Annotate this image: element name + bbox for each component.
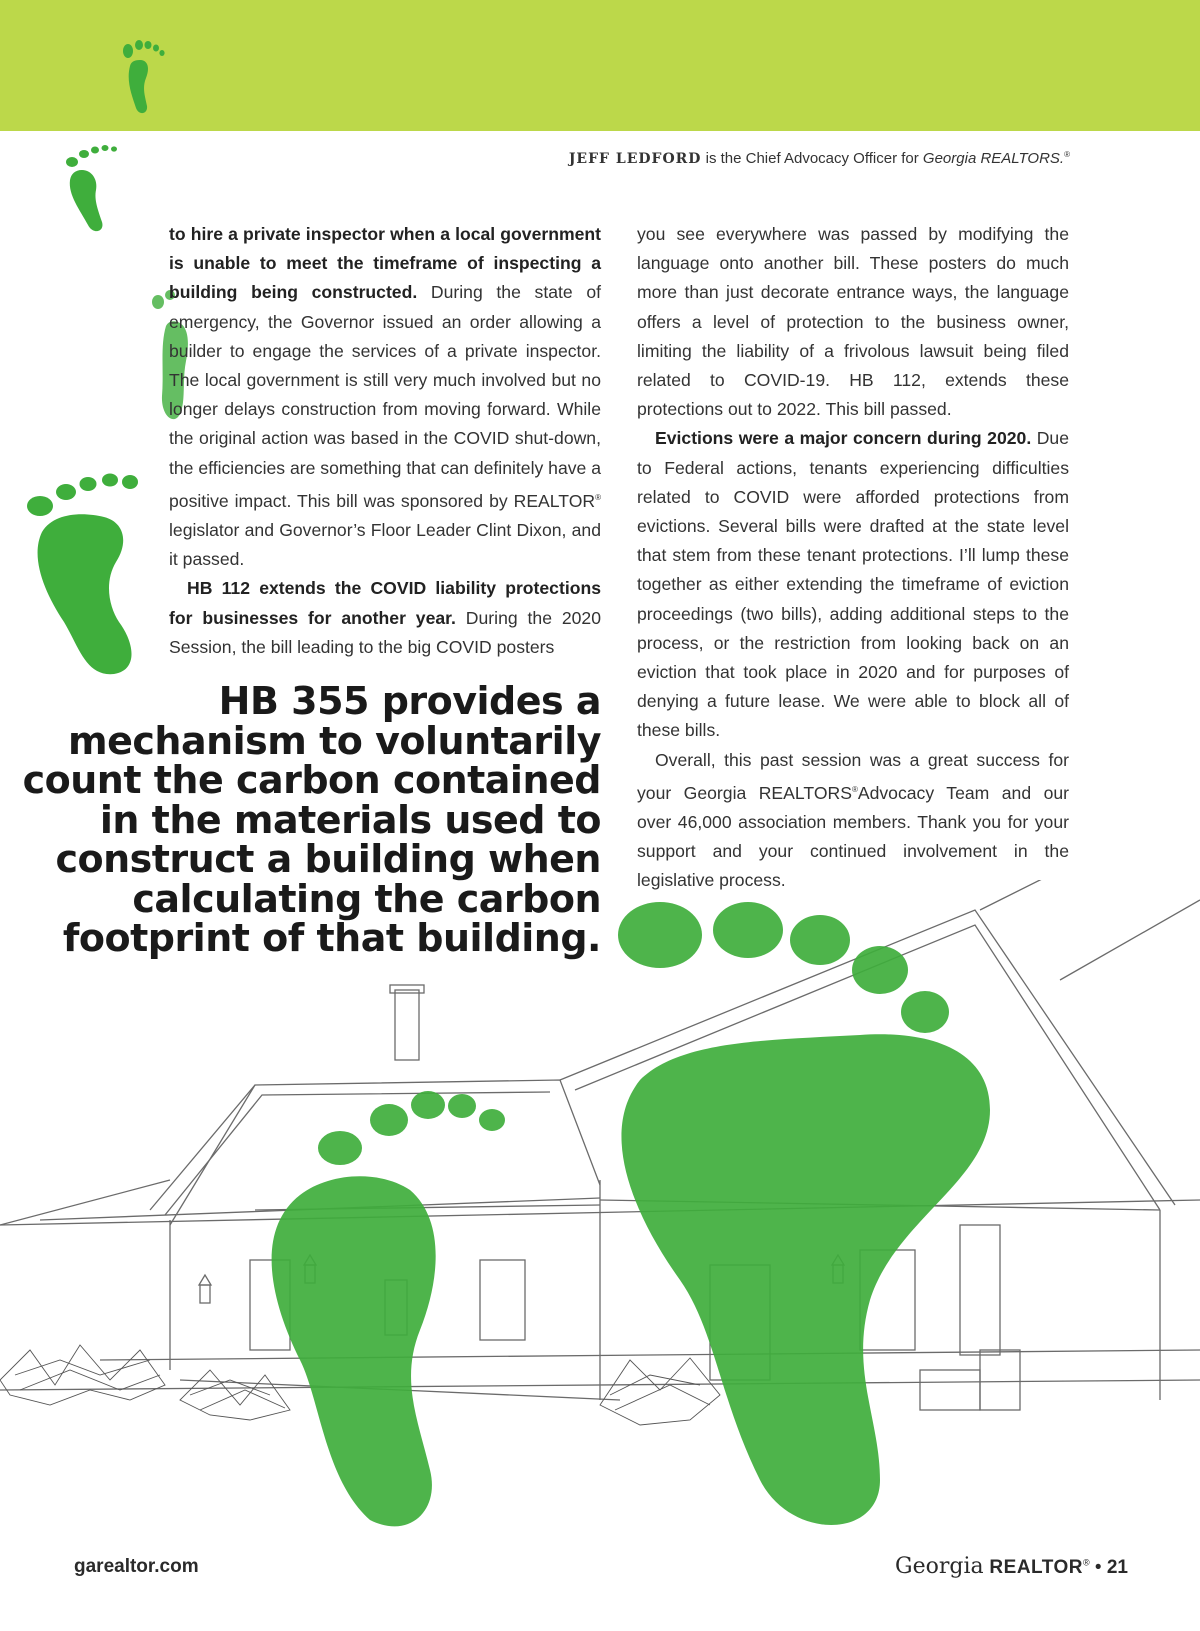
registered-mark: ® — [851, 784, 858, 794]
article-column-left — [169, 220, 601, 662]
paragraph — [637, 220, 1069, 424]
paragraph-text: Due to Federal actions, tenants experiencing difficulties related to COVID were afforded protections from evictions. Several bills were drafted at the state level that stem from these tenant protections. I’ll lump these together as either extending the timeframe of eviction proceedings (two bills), adding additional steps to the process, or the restriction from looking back on an eviction that took place in 2020 and for purposes of denying a future lease. We were able to block all of these bills. — [637, 428, 1069, 741]
author-name: JEFF LEDFORD — [568, 151, 702, 167]
paragraph — [169, 574, 601, 662]
paragraph — [169, 220, 601, 574]
paragraph-lead: Evictions were a major concern during 2020. — [655, 428, 1032, 449]
footprint-icon — [118, 36, 178, 116]
byline-text: is the Chief Advocacy Officer for — [701, 150, 923, 167]
footer-website: garealtor.com — [74, 1556, 199, 1577]
footprint-icon — [24, 462, 144, 682]
page-number: 21 — [1106, 1557, 1128, 1578]
registered-mark: ® — [1083, 1557, 1090, 1568]
top-color-band — [0, 0, 1200, 131]
pull-quote: HB 355 provides a mechanism to voluntarily count the carbon contained in the materials used to construct a building when calculating the carbon footprint of that building. — [22, 679, 601, 960]
paragraph-text: During the state of emergency, the Governor issued an order allowing a builder to engage the services of a private inspector. The local government is still very much involved but no longer delays construction from moving forward. While the original action was based in the COVID shut-down, the efficiencies are something that can definitely have a positive impact. This bill was sponsored by REALTOR — [169, 282, 602, 511]
author-byline — [569, 150, 1070, 167]
footprint-icon — [60, 140, 130, 240]
paragraph-text: During the 2020 Session, the bill leading to the big COVID posters — [169, 607, 601, 657]
folio-separator: • — [1089, 1557, 1107, 1578]
magazine-title-realtor: REALTOR — [983, 1557, 1083, 1578]
house-sketch-illustration — [0, 880, 1200, 1530]
paragraph — [637, 746, 1069, 896]
paragraph-text: legislator and Governor’s Floor Leader Clint Dixon, and it passed. — [169, 519, 601, 570]
paragraph-lead: to hire a private inspector when a local government is unable to meet the timeframe of inspecting a building being constructed. — [169, 224, 601, 303]
magazine-title-georgia: Georgia — [895, 1554, 984, 1579]
paragraph — [637, 424, 1069, 745]
paragraph-lead: HB 112 extends the COVID liability protections for businesses for another year. — [169, 578, 601, 628]
paragraph-text: you see everywhere was passed by modifying the language onto another bill. These posters do much more than just decorate entrance ways, the language offers a level of protection to the business owner, limiting the liability of a frivolous lawsuit being filed related to COVID-19. HB 112, extends these protections out to 2022. This bill passed. — [637, 224, 1069, 420]
magazine-name: Georgia REALTORS. — [922, 150, 1065, 167]
registered-mark: ® — [1064, 150, 1070, 159]
paragraph-text: Advocacy Team and our over 46,000 association members. Thank you for your support and your continued involvement in the legislative process. — [637, 782, 1069, 891]
registered-mark: ® — [595, 492, 601, 502]
paragraph-text: Overall, this past session was a great success for your Georgia REALTORS — [637, 749, 1069, 803]
article-column-right — [637, 220, 1069, 896]
footer-folio — [895, 1554, 1128, 1579]
